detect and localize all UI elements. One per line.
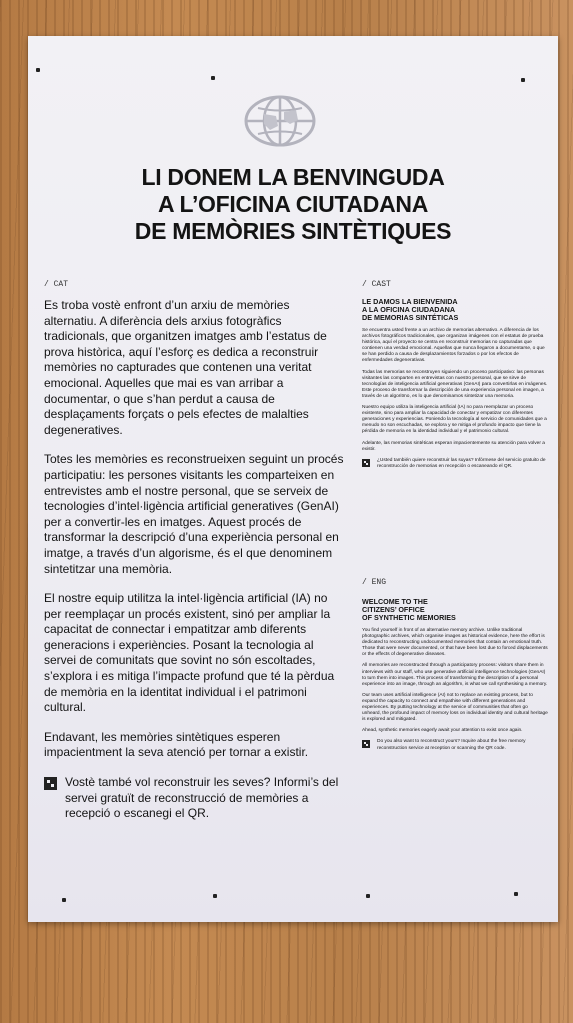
eng-language-tag: / ENG <box>362 578 387 587</box>
cast-qr-note <box>362 458 548 470</box>
cat-paragraph: El nostre equip utilitza la intel·ligència artificial (IA) no per reemplaçar un procés existent, sinó per ampliar la capacitat de connectar i empatitzar amb diferents generacions i experiències. Posant la tecnologia al servei de comunitats que sovint no són escoltades, s’explora i es mitiga l’impacte profund que té la pèrdua de memòria en la identitat individual i el patrimoni cultural. <box>44 591 335 715</box>
cat-qr-note <box>44 775 344 822</box>
cast-language-tag: / CAST <box>362 280 391 289</box>
eng-heading-line: WELCOME TO THE <box>362 597 428 606</box>
cast-heading <box>362 298 548 322</box>
eng-column <box>362 598 548 752</box>
title-line: DE MEMÒRIES SINTÈTIQUES <box>134 218 452 244</box>
cast-paragraph: Adelante, las memorias sintéticas esperan impacientemente su atención para volver a existir. <box>362 440 545 452</box>
eng-heading-line: OF SYNTHETIC MEMORIES <box>362 613 456 622</box>
qr-code-icon[interactable] <box>44 777 57 790</box>
eng-paragraph: You find yourself in front of an alternative memory archive. Unlike traditional photographic archives, which organise images as historical evidence, here the effort is dedicated to reconstructing undocumented memories that contain an emotional truth. Those that were never documented, or that have been lost due to forced displacements or the effects of degenerative diseases. <box>362 628 548 658</box>
cat-paragraph: Totes les memòries es reconstrueixen seguint un procés participatiu: les persones visitants les comparteixen en entrevistes amb el nostre personal, que se serveix de tecnologies d’intel·ligència artificial generatives (GenAI) per a convertir-les en imatges. Aquest procés de transformar la descripció d’una experiència personal en imatge, a través d’un algorisme, és el que denominem sintetitzar una memòria. <box>44 452 344 576</box>
screw <box>36 68 40 72</box>
cast-column <box>362 298 548 470</box>
cat-qr-text: Vostè també vol reconstruir les seves? Informi’s del servei gratuït de reconstrucció de memòries a recepció o escanegi el QR. <box>65 775 339 821</box>
globe-hands-logo-icon <box>242 94 318 148</box>
screw <box>62 898 66 902</box>
qr-code-icon[interactable] <box>362 459 370 467</box>
eng-paragraph: Ahead, synthetic memories eagerly await your attention to exist once again. <box>362 728 523 734</box>
screw <box>211 76 215 80</box>
main-title <box>68 164 518 245</box>
eng-heading-line: CITIZENS’ OFFICE <box>362 605 425 614</box>
cast-heading-line: DE MEMORIAS SINTÉTICAS <box>362 313 459 322</box>
eng-paragraph: All memories are reconstructed through a participatory process: visitors share them in interviews with our staff, who use generative artificial intelligence technologies (GenAI) to turn them into images. This process of transforming the description of a personal experience into an image, through an algorithm, is what we call synthesising a memory. <box>362 663 548 687</box>
info-panel <box>28 36 558 922</box>
screw <box>213 894 217 898</box>
cast-paragraph: Se encuentra usted frente a un archivo de memorias alternativo. A diferencia de los archivos fotográficos tradicionales, que organizan imágenes con el estatus de prueba histórica, aquí el proyecto se centra en reconstruir memorias no capturadas que contienen una verdad emocional. Aquellas que nunca llegaron a documentarse, o que se han perdido a causa de desplazamientos forzados o por los efectos de enfermedades degenerativas. <box>362 328 545 364</box>
cast-qr-text: ¿Usted también quiere reconstruir las suyas? Infórmese del servicio gratuito de reconstrucción de memorias en recepción o escaneando el QR. <box>377 457 546 469</box>
eng-qr-text: Do you also want to reconstruct yours? Inquire about the free memory reconstruction service at reception or scanning the QR code. <box>377 739 526 751</box>
eng-heading <box>362 598 548 622</box>
cat-paragraph: Endavant, les memòries sintètiques esperen impacientment la seva atenció per tornar a existir. <box>44 729 309 760</box>
title-line: A L’OFICINA CIUTADANA <box>157 191 429 217</box>
cat-language-tag: / CAT <box>44 280 69 289</box>
cast-heading-line: LE DAMOS LA BIENVENIDA <box>362 297 458 306</box>
cat-paragraph: Es troba vostè enfront d’un arxiu de memòries alternatiu. A diferència dels arxius fotogràfics tradicionals, que organitzen imatges amb l’estatus de prova històrica, aquí l’esforç es dedica a reconstruir memòries no capturades que contenen una veritat emocional. Aquelles que mai es van arribar a documentar, o que s’han perdut a causa de desplaçaments forçats o pels efectes de malalties degeneratives. <box>44 298 327 437</box>
eng-paragraph: Our team uses artificial intelligence (AI) not to replace an existing process, but to expand the capacity to connect and empathise with different generations and experiences. By putting technology at the service of communities that often go unheard, the profound impact of memory loss on individual identity and cultural heritage is explored and mitigated. <box>362 692 548 723</box>
eng-qr-note <box>362 739 548 751</box>
cast-heading-line: A LA OFICINA CIUDADANA <box>362 305 456 314</box>
qr-code-icon[interactable] <box>362 740 370 748</box>
cast-paragraph: Todas las memorias se reconstruyen siguiendo un proceso participativo: las personas visitantes las comparten en entrevistas con nuestro personal, que se sirve de tecnologías de inteligencia artificial generativas (GenAI) para convertirlas en imágenes. Este proceso de transformar la descripción de una experiencia personal en imagen, a través de un algoritmo, es lo que denominamos sintetizar una memoria. <box>362 369 548 399</box>
screw <box>521 78 525 82</box>
cast-paragraph: Nuestro equipo utiliza la inteligencia artificial (IA) no para reemplazar un proceso existente, sino para ampliar la capacidad de conectar y empatizar con diferentes generaciones y experiencias. Poniendo la tecnología al servicio de comunidades que a menudo no son escuchadas, se explora y se mitiga el profundo impacto que tiene la pérdida de memoria en la identidad individual y el patrimonio cultural. <box>362 405 547 435</box>
title-line: LI DONEM LA BENVINGUDA <box>141 164 445 190</box>
screw <box>366 894 370 898</box>
cat-column <box>44 298 344 822</box>
screw <box>514 892 518 896</box>
